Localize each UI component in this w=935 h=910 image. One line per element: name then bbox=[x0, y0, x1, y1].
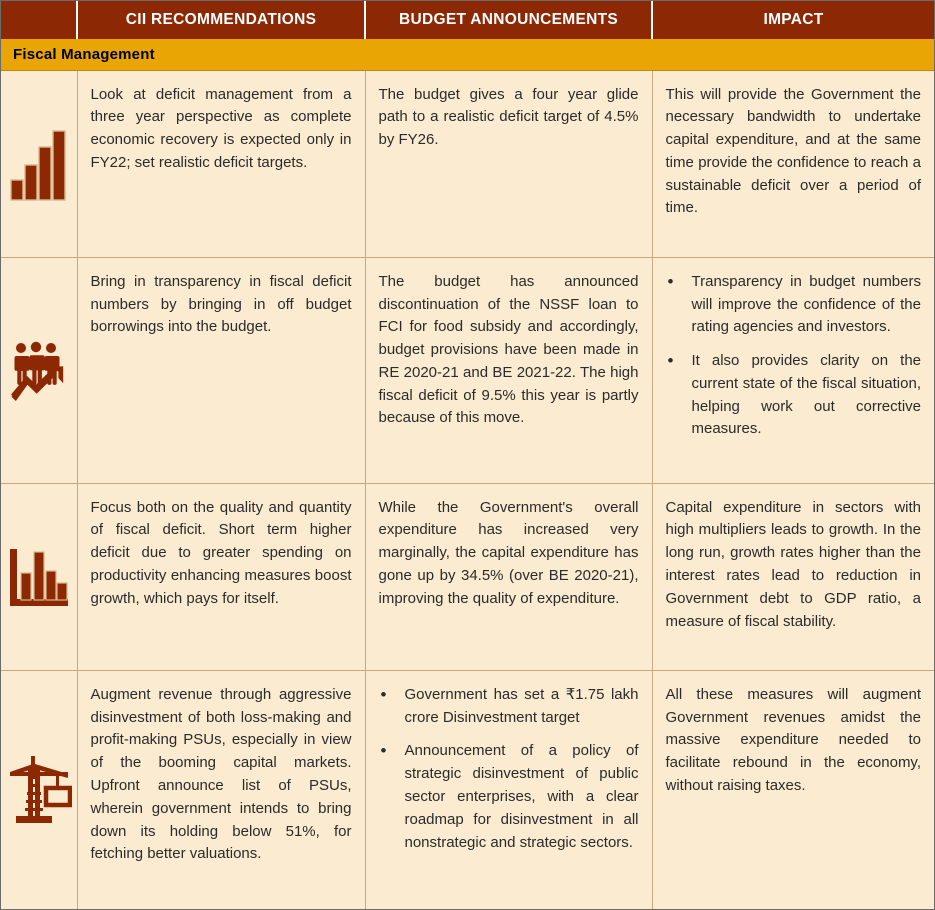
cell-impact bbox=[652, 483, 934, 670]
announcement-text: The budget has announced discontinuation of the NSSF loan to FCI for food subsidy and accordingly, budget provisions have been made in RE 2020-21 and BE 2021-22. The high fiscal deficit of 9.5% this year is partly because of this move. bbox=[378, 272, 639, 427]
list-item: • Announcement of a policy of strategic disinvestment of public sector enterprises, with a clear roadmap for disinvestment in all nonstrategic and strategic sectors. bbox=[379, 740, 639, 854]
cell-impact bbox=[652, 257, 934, 483]
header-budget-announcements: BUDGET ANNOUNCEMENTS bbox=[365, 1, 652, 39]
header-cii-recommendations: CII RECOMMENDATIONS bbox=[77, 1, 365, 39]
list-item: • Transparency in budget numbers will improve the confidence of the rating agencies and investors. bbox=[666, 271, 922, 339]
cell-recommendation bbox=[77, 257, 365, 483]
cell-impact bbox=[652, 670, 934, 909]
recommendation-text: Bring in transparency in fiscal deficit numbers by bringing in off budget borrowings into the budget. bbox=[90, 272, 352, 336]
ascending-bar-chart-icon bbox=[1, 127, 77, 201]
announcement-text: While the Government's overall expenditure has increased very marginally, the capital expenditure has gone up by 34.5% (over BE 2020-21), improving the quality of expenditure. bbox=[378, 498, 639, 607]
announcement-bullet-list bbox=[379, 684, 639, 855]
row-icon-cell bbox=[1, 483, 77, 670]
section-title-fiscal-management: Fiscal Management bbox=[1, 39, 934, 70]
table-row bbox=[1, 70, 934, 257]
cell-announcement bbox=[365, 670, 652, 909]
impact-text: Capital expenditure in sectors with high multipliers leads to growth. In the long run, growth rates higher than the interest rates lead to reduction in Government debt to GDP ratio, a measure of fiscal stability. bbox=[665, 498, 921, 630]
cell-recommendation bbox=[77, 70, 365, 257]
bar-chart-axis-icon bbox=[1, 547, 77, 607]
header-icon-column bbox=[1, 1, 77, 39]
header-impact: IMPACT bbox=[652, 1, 934, 39]
row-icon-cell bbox=[1, 257, 77, 483]
row-icon-cell bbox=[1, 70, 77, 257]
announcement-text: The budget gives a four year glide path to a realistic deficit target of 4.5% by FY26. bbox=[378, 85, 639, 149]
list-item: • It also provides clarity on the current state of the fiscal situation, helping work out corrective measures. bbox=[666, 350, 922, 441]
table-row bbox=[1, 257, 934, 483]
table-row bbox=[1, 483, 934, 670]
recommendation-text: Augment revenue through aggressive disinvestment of both loss-making and profit-making PSUs, especially in view of the booming capital markets. Upfront announce list of PSUs, wherein government intends to bring down its holding below 51%, for fetching better valuations. bbox=[90, 685, 352, 863]
impact-bullet-list bbox=[666, 271, 922, 442]
recommendation-text: Look at deficit management from a three year perspective as complete economic recovery is expected only in FY22; set realistic deficit targets. bbox=[90, 85, 352, 171]
people-growth-arrow-icon bbox=[1, 339, 77, 401]
table-header-row bbox=[1, 1, 934, 39]
impact-text: All these measures will augment Government revenues amidst the massive expenditure needed to facilitate rebound in the economy, without raising taxes. bbox=[665, 685, 921, 794]
section-header-row bbox=[1, 39, 934, 70]
cell-announcement bbox=[365, 257, 652, 483]
cell-impact bbox=[652, 70, 934, 257]
recommendation-text: Focus both on the quality and quantity of fiscal deficit. Short term higher deficit due to greater spending on productivity enhancing measures boost growth, which pays for itself. bbox=[90, 498, 352, 607]
cell-announcement bbox=[365, 70, 652, 257]
row-icon-cell bbox=[1, 670, 77, 909]
construction-crane-icon bbox=[1, 754, 77, 826]
comparison-table bbox=[1, 1, 934, 909]
impact-text: This will provide the Government the necessary bandwidth to undertake capital expenditure, and at the same time provide the confidence to reach a sustainable deficit over a period of time. bbox=[665, 85, 921, 217]
cell-recommendation bbox=[77, 483, 365, 670]
cell-recommendation bbox=[77, 670, 365, 909]
table-row bbox=[1, 670, 934, 909]
cell-announcement bbox=[365, 483, 652, 670]
list-item: • Government has set a ₹1.75 lakh crore Disinvestment target bbox=[379, 684, 639, 730]
